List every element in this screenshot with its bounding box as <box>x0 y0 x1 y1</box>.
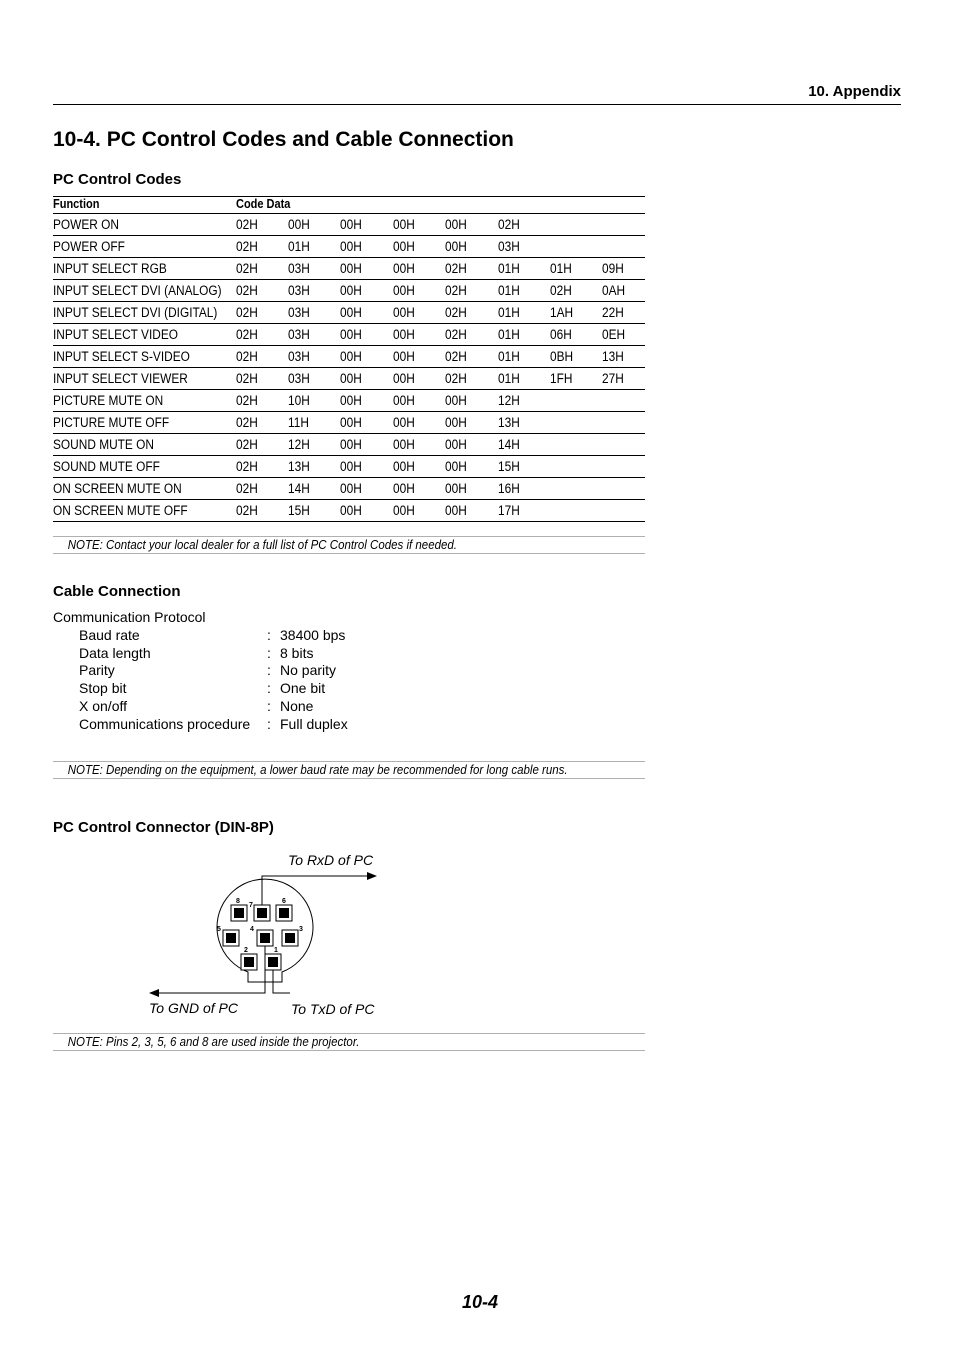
table-row <box>53 258 645 280</box>
table-row <box>53 324 645 346</box>
code-cell: 00H <box>393 239 415 254</box>
code-cell: 01H <box>498 283 520 298</box>
code-cell: 00H <box>445 239 467 254</box>
code-cell: 00H <box>340 305 362 320</box>
connector-note-text: NOTE: Pins 2, 3, 5, 6 and 8 are used inside the projector. <box>67 1035 360 1049</box>
code-cell: 00H <box>445 415 467 430</box>
protocol-separator: : <box>267 716 271 732</box>
protocol-separator: : <box>267 680 271 696</box>
code-cell: 02H <box>550 283 572 298</box>
code-cell: 02H <box>445 283 467 298</box>
code-cell: 02H <box>445 349 467 364</box>
code-cell: 27H <box>602 371 624 386</box>
function-cell: INPUT SELECT VIDEO <box>53 327 179 342</box>
code-cell: 03H <box>288 283 310 298</box>
protocol-row <box>79 680 479 698</box>
function-cell: ON SCREEN MUTE OFF <box>53 503 188 518</box>
function-cell: INPUT SELECT RGB <box>53 261 167 276</box>
function-cell: POWER ON <box>53 217 120 232</box>
code-cell: 00H <box>393 327 415 342</box>
code-cell: 01H <box>550 261 572 276</box>
table-row <box>53 280 645 302</box>
protocol-key: Data length <box>79 645 151 661</box>
code-cell: 00H <box>445 437 467 452</box>
code-cell: 00H <box>340 459 362 474</box>
code-cell: 02H <box>236 261 258 276</box>
code-cell: 00H <box>340 283 362 298</box>
code-cell: 00H <box>445 503 467 518</box>
protocol-value: Full duplex <box>280 716 348 732</box>
code-cell: 02H <box>236 349 258 364</box>
code-cell: 02H <box>236 437 258 452</box>
code-cell: 02H <box>236 371 258 386</box>
protocol-row <box>79 662 479 680</box>
table-row <box>53 390 645 412</box>
code-cell: 00H <box>393 437 415 452</box>
code-cell: 17H <box>498 503 520 518</box>
pin-number-6: 6 <box>282 898 286 905</box>
code-cell: 00H <box>393 217 415 232</box>
rxd-label: To RxD of PC <box>288 852 374 868</box>
code-cell: 01H <box>498 305 520 320</box>
header-rule <box>53 104 901 105</box>
protocol-key: X on/off <box>79 698 128 714</box>
protocol-separator: : <box>267 698 271 714</box>
function-cell: ON SCREEN MUTE ON <box>53 481 182 496</box>
code-cell: 09H <box>602 261 624 276</box>
code-cell: 00H <box>340 327 362 342</box>
function-cell: INPUT SELECT DVI (DIGITAL) <box>53 305 218 320</box>
code-cell: 02H <box>236 217 258 232</box>
code-cell: 11H <box>288 415 309 430</box>
code-cell: 00H <box>393 261 415 276</box>
protocol-value: None <box>280 698 314 714</box>
code-cell: 22H <box>602 305 624 320</box>
code-cell: 00H <box>445 481 467 496</box>
pin-number-5: 5 <box>217 926 221 933</box>
function-cell: PICTURE MUTE OFF <box>53 415 170 430</box>
protocol-row <box>79 716 479 734</box>
table-row <box>53 368 645 390</box>
table-row <box>53 434 645 456</box>
code-cell: 03H <box>288 305 310 320</box>
code-cell: 00H <box>393 503 415 518</box>
function-cell: SOUND MUTE OFF <box>53 459 160 474</box>
code-cell: 00H <box>393 393 415 408</box>
code-cell: 00H <box>393 305 415 320</box>
code-cell: 03H <box>288 327 310 342</box>
code-cell: 14H <box>288 481 310 496</box>
code-cell: 00H <box>340 217 362 232</box>
code-cell: 12H <box>498 393 520 408</box>
code-cell: 00H <box>288 217 310 232</box>
pc-control-codes-table <box>53 196 645 522</box>
protocol-key: Communications procedure <box>79 716 251 732</box>
protocol-separator: : <box>267 645 271 661</box>
function-cell: INPUT SELECT DVI (ANALOG) <box>53 283 222 298</box>
code-cell: 02H <box>236 305 258 320</box>
code-cell: 13H <box>288 459 310 474</box>
code-cell: 1FH <box>550 371 573 386</box>
code-cell: 02H <box>236 393 258 408</box>
page-title: 10-4. PC Control Codes and Cable Connection <box>53 128 514 151</box>
code-cell: 0AH <box>602 283 626 298</box>
protocol-separator: : <box>267 662 271 678</box>
pin-number-2: 2 <box>244 947 248 954</box>
function-cell: POWER OFF <box>53 239 125 254</box>
code-cell: 01H <box>288 239 310 254</box>
code-cell: 02H <box>236 503 258 518</box>
txd-label: To TxD of PC <box>291 1001 375 1017</box>
code-cell: 00H <box>340 437 362 452</box>
code-cell: 01H <box>498 327 520 342</box>
cable-note <box>53 761 645 779</box>
code-cell: 06H <box>550 327 572 342</box>
code-cell: 00H <box>445 217 467 232</box>
pin-number-3: 3 <box>299 926 303 933</box>
code-cell: 00H <box>340 349 362 364</box>
code-cell: 02H <box>445 371 467 386</box>
code-cell: 00H <box>340 393 362 408</box>
code-cell: 01H <box>498 371 520 386</box>
code-cell: 15H <box>288 503 310 518</box>
pin-number-8: 8 <box>236 898 240 905</box>
table-row <box>53 346 645 368</box>
code-cell: 02H <box>498 217 520 232</box>
code-cell: 00H <box>393 459 415 474</box>
table-row <box>53 214 645 236</box>
protocol-key: Stop bit <box>79 680 127 696</box>
table-header-row <box>53 197 645 214</box>
code-cell: 13H <box>602 349 624 364</box>
code-cell: 1AH <box>550 305 574 320</box>
page-number: 10-4 <box>461 1292 499 1312</box>
code-cell: 02H <box>236 283 258 298</box>
code-cell: 02H <box>236 481 258 496</box>
code-cell: 01H <box>498 349 520 364</box>
protocol-key: Baud rate <box>79 627 140 643</box>
code-cell: 0BH <box>550 349 574 364</box>
column-header-code-data: Code Data <box>236 197 291 211</box>
code-cell: 01H <box>498 261 520 276</box>
protocol-separator: : <box>267 627 271 643</box>
protocol-key: Parity <box>79 662 115 678</box>
code-cell: 13H <box>498 415 520 430</box>
pin-number-4: 4 <box>250 926 254 933</box>
pin-squares <box>223 905 298 970</box>
protocol-row <box>79 627 479 645</box>
connector-note <box>53 1033 645 1051</box>
table-row <box>53 456 645 478</box>
code-cell: 03H <box>288 261 310 276</box>
gnd-label: To GND of PC <box>149 1000 238 1016</box>
code-cell: 00H <box>340 415 362 430</box>
protocol-row <box>79 698 479 716</box>
code-cell: 00H <box>445 393 467 408</box>
code-cell: 00H <box>445 459 467 474</box>
column-header-function: Function <box>53 197 100 211</box>
protocol-label: Communication Protocol <box>53 609 206 625</box>
code-cell: 03H <box>498 239 520 254</box>
code-cell: 16H <box>498 481 520 496</box>
function-cell: PICTURE MUTE ON <box>53 393 164 408</box>
code-cell: 00H <box>393 415 415 430</box>
rxd-line <box>262 876 376 905</box>
code-cell: 14H <box>498 437 520 452</box>
table-row <box>53 236 645 258</box>
function-cell: SOUND MUTE ON <box>53 437 154 452</box>
code-cell: 00H <box>393 283 415 298</box>
protocol-value: One bit <box>280 680 326 696</box>
code-cell: 15H <box>498 459 520 474</box>
code-cell: 00H <box>340 261 362 276</box>
code-cell: 03H <box>288 371 310 386</box>
code-cell: 00H <box>340 481 362 496</box>
code-cell: 10H <box>288 393 310 408</box>
codes-note-text: NOTE: Contact your local dealer for a full list of PC Control Codes if needed. <box>67 538 457 552</box>
code-cell: 02H <box>236 459 258 474</box>
function-cell: INPUT SELECT S-VIDEO <box>53 349 190 364</box>
table-row <box>53 302 645 324</box>
code-cell: 02H <box>445 261 467 276</box>
code-cell: 02H <box>236 327 258 342</box>
table-row <box>53 412 645 434</box>
code-cell: 12H <box>288 437 310 452</box>
code-cell: 00H <box>340 239 362 254</box>
code-cell: 02H <box>236 239 258 254</box>
connector-heading: PC Control Connector (DIN-8P) <box>53 819 274 836</box>
code-cell: 02H <box>445 327 467 342</box>
protocol-row <box>79 645 479 663</box>
table-row <box>53 478 645 500</box>
protocol-value: No parity <box>280 662 337 678</box>
din-8p-connector-diagram <box>140 848 400 1028</box>
code-cell: 03H <box>288 349 310 364</box>
codes-note <box>53 536 645 554</box>
code-cell: 00H <box>393 371 415 386</box>
code-cell: 02H <box>445 305 467 320</box>
protocol-value: 8 bits <box>280 645 314 661</box>
cable-note-text: NOTE: Depending on the equipment, a lower baud rate may be recommended for long cable runs. <box>67 763 568 777</box>
code-cell: 00H <box>393 481 415 496</box>
code-cell: 0EH <box>602 327 626 342</box>
pin-number-1: 1 <box>274 947 278 954</box>
code-cell: 02H <box>236 415 258 430</box>
table-body <box>53 214 645 522</box>
code-cell: 00H <box>340 503 362 518</box>
protocol-value: 38400 bps <box>280 627 346 643</box>
code-cell: 00H <box>393 349 415 364</box>
table-row <box>53 500 645 522</box>
pc-control-codes-heading: PC Control Codes <box>53 171 182 188</box>
code-cell: 00H <box>340 371 362 386</box>
running-header: 10. Appendix <box>808 83 901 100</box>
function-cell: INPUT SELECT VIEWER <box>53 371 188 386</box>
pin-number-7: 7 <box>249 902 253 909</box>
cable-connection-heading: Cable Connection <box>53 583 181 600</box>
